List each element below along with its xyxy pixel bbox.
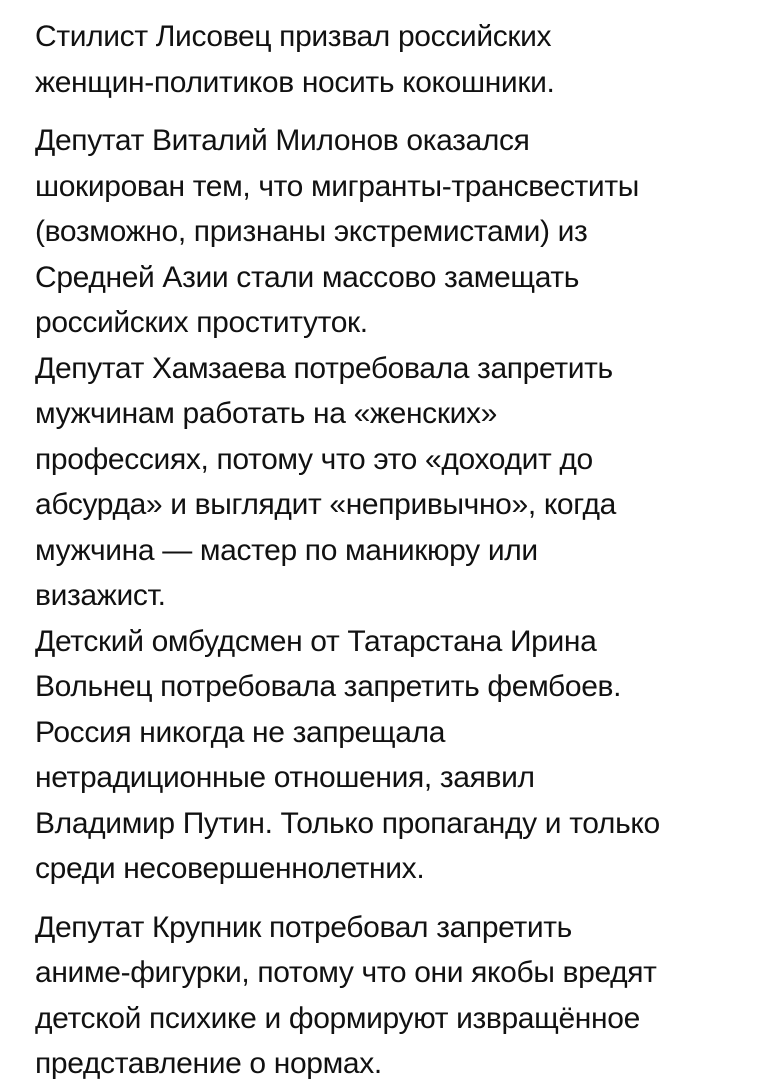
text-line: среди несовершеннолетних. [35, 852, 425, 885]
text-line: нетрадиционные отношения, заявил [35, 761, 535, 794]
text-line: мужчина — мастер по маникюру или [35, 533, 538, 567]
text-line: мужчинам работать на «женских» [35, 397, 498, 430]
text-line: абсурда» и выглядит «непривычно», когда [35, 488, 617, 521]
text-line: Депутат Хамзаева потребовала запретить [35, 351, 613, 385]
paragraph-anime-figures [35, 905, 745, 1087]
text-line: представление о нормах. [35, 1047, 382, 1080]
text-line: визажист. [35, 579, 166, 612]
text-line: Вольнец потребовала запретить фембоев. [35, 670, 622, 703]
text-line: российских проституток. [35, 306, 368, 339]
text-line: профессиях, потому что это «доходит до [35, 442, 593, 476]
paragraph-kokoshniki [35, 14, 745, 105]
text-line: аниме-фигурки, потому что они якобы вредят [35, 956, 657, 989]
text-line: детской психике и формируют извращённое [35, 1001, 640, 1035]
post-text [35, 14, 745, 1087]
text-line: женщин-политиков носить кокошники. [35, 65, 555, 99]
text-line: Детский омбудсмен от Татарстана Ирина [35, 624, 597, 658]
text-line: Депутат Виталий Милонов оказался [35, 124, 530, 157]
text-line: шокирован тем, что мигранты-трансвеститы [35, 169, 639, 203]
paragraph-news-list [35, 118, 745, 892]
text-line: Владимир Путин. Только пропаганду и только [35, 806, 660, 840]
text-line: (возможно, признаны экстремистами) из [35, 215, 588, 248]
text-line: Россия никогда не запрещала [35, 715, 446, 749]
text-line: Стилист Лисовец призвал российских [35, 20, 552, 53]
text-line: Средней Азии стали массово замещать [35, 260, 580, 294]
text-line: Депутат Крупник потребовал запретить [35, 910, 572, 944]
